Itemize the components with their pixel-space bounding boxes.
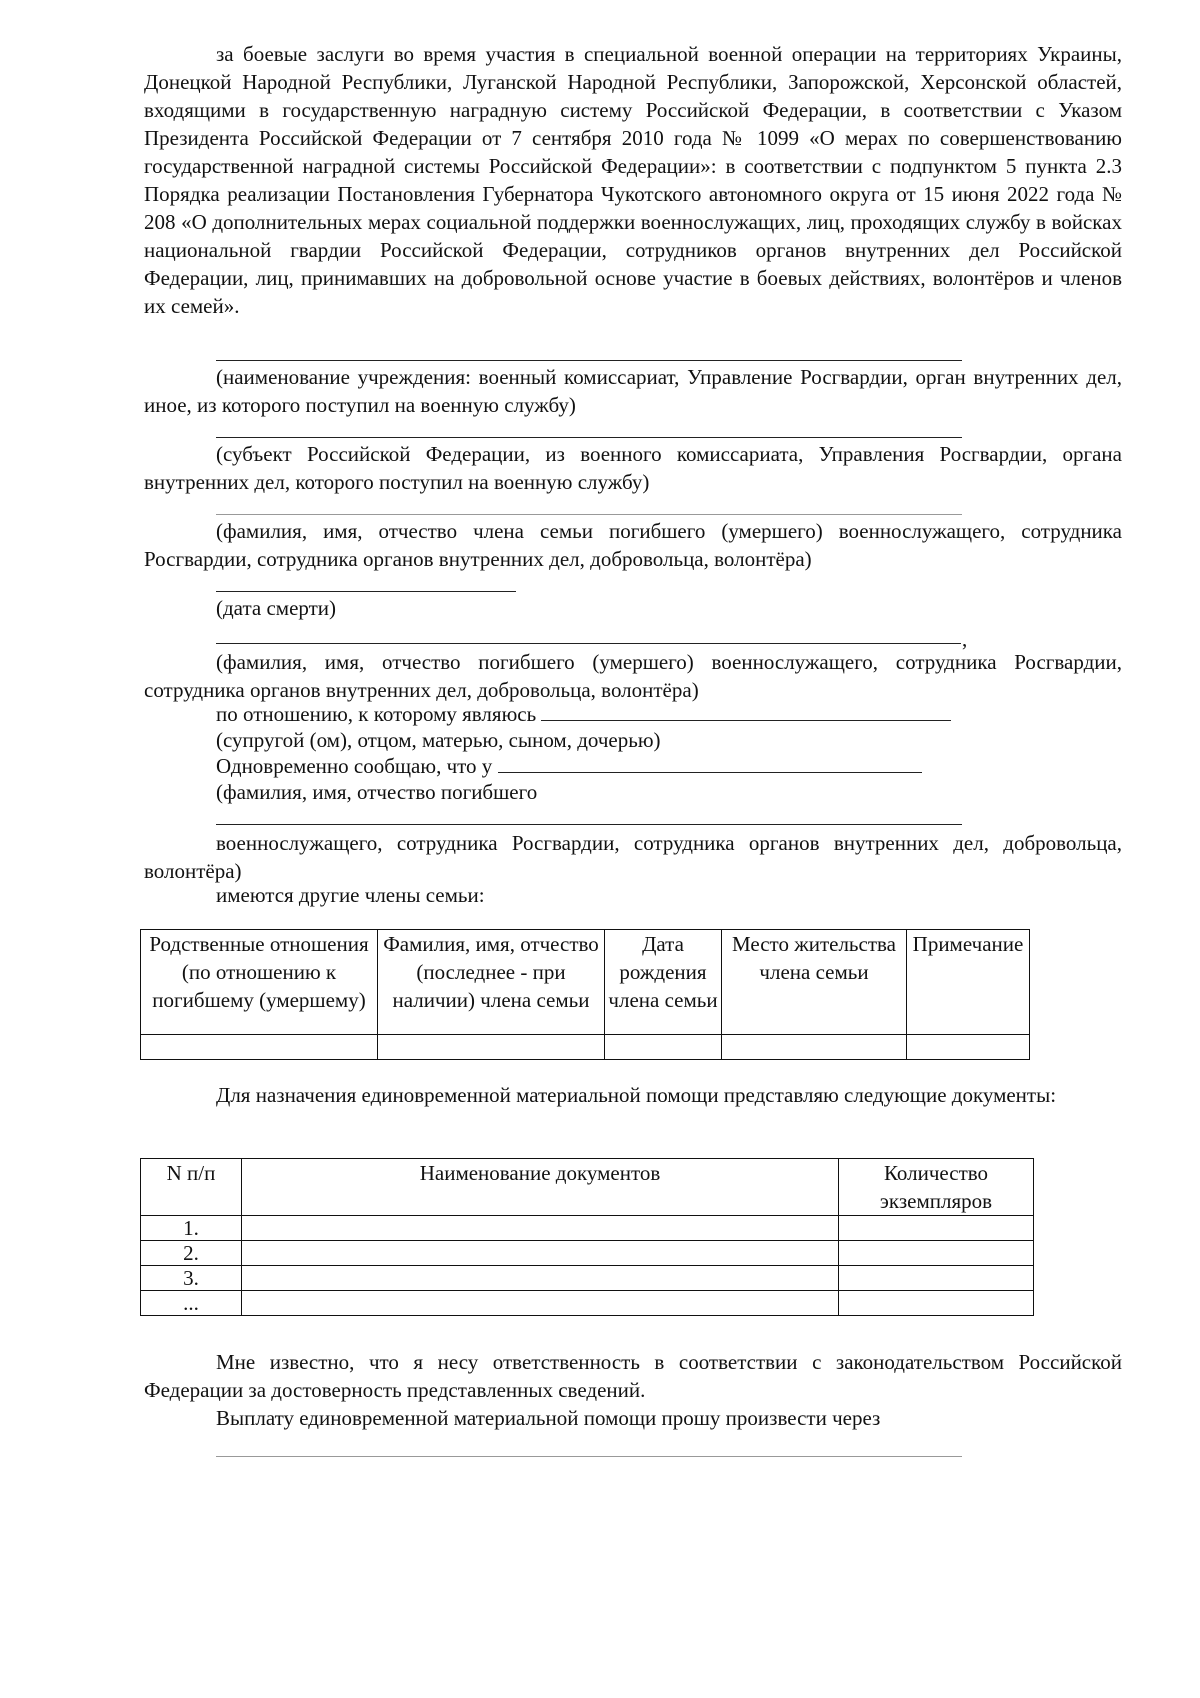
row-copies[interactable] xyxy=(839,1266,1034,1291)
header-residence: Место жительства члена семьи xyxy=(722,930,907,1035)
documents-intro: Для назначения единовременной материальной помощи представляю следующие документы: xyxy=(216,1083,1057,1107)
institution-hint: (наименование учреждения: военный комиссариат, Управление Росгвардии, орган внутренних дел, иное, из которого поступил на военную службу) xyxy=(144,365,1122,417)
responsibility-block xyxy=(144,1348,1122,1404)
documents-row xyxy=(141,1216,1034,1241)
row-document-name[interactable] xyxy=(242,1216,839,1241)
deceased-hint: (фамилия, имя, отчество погибшего (умершего) военнослужащего, сотрудника Росгвардии, сотрудника органов внутренних дел, добровольца, волонтёра) xyxy=(144,650,1122,702)
death-date-hint: (дата смерти) xyxy=(216,596,337,620)
relation-label: по отношению, к которому являюсь xyxy=(216,702,537,726)
relation-hint: (супругой (ом), отцом, матерью, сыном, дочерью) xyxy=(216,728,661,752)
header-document-name: Наименование документов xyxy=(242,1159,839,1216)
cell-relation[interactable] xyxy=(141,1035,378,1060)
deceased-trailing-comma: , xyxy=(962,627,968,651)
row-copies[interactable] xyxy=(839,1241,1034,1266)
family-member-hint-block xyxy=(144,517,1122,573)
row-document-name[interactable] xyxy=(242,1241,839,1266)
also-report-line2[interactable] xyxy=(216,824,962,825)
row-copies[interactable] xyxy=(839,1216,1034,1241)
row-number: 3. xyxy=(141,1266,242,1291)
also-report-hint2-block xyxy=(144,829,1122,885)
documents-row xyxy=(141,1241,1034,1266)
documents-row xyxy=(141,1266,1034,1291)
row-number: 1. xyxy=(141,1216,242,1241)
documents-table xyxy=(140,1158,1034,1316)
cell-full-name[interactable] xyxy=(378,1035,605,1060)
region-hint: (субъект Российской Федерации, из военного комиссариата, Управления Росгвардии, органа внутренних дел, которого поступил на военную службу) xyxy=(144,442,1122,494)
payment-line[interactable] xyxy=(216,1456,962,1457)
region-line[interactable] xyxy=(216,437,962,438)
deceased-line[interactable] xyxy=(216,643,961,644)
header-copies: Количество экземпляров xyxy=(839,1159,1034,1216)
header-note: Примечание xyxy=(907,930,1030,1035)
family-table-header-row xyxy=(141,930,1030,1035)
region-hint-block xyxy=(144,440,1122,496)
documents-header-row xyxy=(141,1159,1034,1216)
family-member-hint: (фамилия, имя, отчество члена семьи погибшего (умершего) военнослужащего, сотрудника Росгвардии, сотрудника органов внутренних дел, добровольца, волонтёра) xyxy=(144,519,1122,571)
header-birth-date: Дата рождения члена семьи xyxy=(605,930,722,1035)
relation-row xyxy=(216,700,951,728)
cell-birth-date[interactable] xyxy=(605,1035,722,1060)
cell-note[interactable] xyxy=(907,1035,1030,1060)
row-copies[interactable] xyxy=(839,1291,1034,1316)
family-member-line[interactable] xyxy=(216,514,962,515)
intro-paragraph: за боевые заслуги во время участия в специальной военной операции на территориях Украины, Донецкой Народной Республики, Луганской Народной Республики, Запорожской, Херсонской областей, входящими в государственную наградную систему Российской Федерации, в соответствии с Указом Президента Российской Федерации от 7 сентября 2010 года № 1099 «О мерах по совершенствованию государственной наградной системы Российской Федерации»: в соответствии с подпунктом 5 пункта 2.3 Порядка реализации Постановления Губернатора Чукотского автономного округа от 15 июня 2022 года № 208 «О дополнительных мерах социальной поддержки военнослужащих, лиц, проходящих службу в войсках национальной гвардии Российской Федерации, сотрудников органов внутренних дел Российской Федерации, лиц, принимавших на добровольной основе участие в боевых действиях, волонтёров и членов их семей». xyxy=(144,42,1122,318)
family-members-table xyxy=(140,929,1030,1060)
header-full-name: Фамилия, имя, отчество (последнее - при наличии) члена семьи xyxy=(378,930,605,1035)
other-members-label: имеются другие члены семьи: xyxy=(216,883,485,907)
also-report-label: Одновременно сообщаю, что у xyxy=(216,754,493,778)
family-table-row xyxy=(141,1035,1030,1060)
row-document-name[interactable] xyxy=(242,1266,839,1291)
also-report-hint: (фамилия, имя, отчество погибшего xyxy=(216,780,538,804)
institution-line[interactable] xyxy=(216,360,962,361)
row-number: 2. xyxy=(141,1241,242,1266)
institution-hint-block xyxy=(144,363,1122,419)
relation-input-line[interactable] xyxy=(541,702,951,721)
header-relation: Родственные отношения (по отношению к погибшему (умершему) xyxy=(141,930,378,1035)
payment-label: Выплату единовременной материальной помощи прошу произвести через xyxy=(216,1406,881,1430)
deceased-hint-block xyxy=(144,648,1122,704)
death-date-line[interactable] xyxy=(216,591,516,592)
cell-residence[interactable] xyxy=(722,1035,907,1060)
row-number: ... xyxy=(141,1291,242,1316)
intro-block xyxy=(144,40,1122,320)
row-document-name[interactable] xyxy=(242,1291,839,1316)
responsibility-statement: Мне известно, что я несу ответственность в соответствии с законодательством Российской Федерации за достоверность представленных сведений. xyxy=(144,1350,1122,1402)
header-number: N п/п xyxy=(141,1159,242,1216)
also-report-input-line[interactable] xyxy=(498,754,922,773)
documents-intro-block xyxy=(144,1081,1122,1109)
also-report-row xyxy=(216,752,922,780)
also-report-hint2: военнослужащего, сотрудника Росгвардии, сотрудника органов внутренних дел, добровольца, волонтёра) xyxy=(144,831,1122,883)
documents-row xyxy=(141,1291,1034,1316)
